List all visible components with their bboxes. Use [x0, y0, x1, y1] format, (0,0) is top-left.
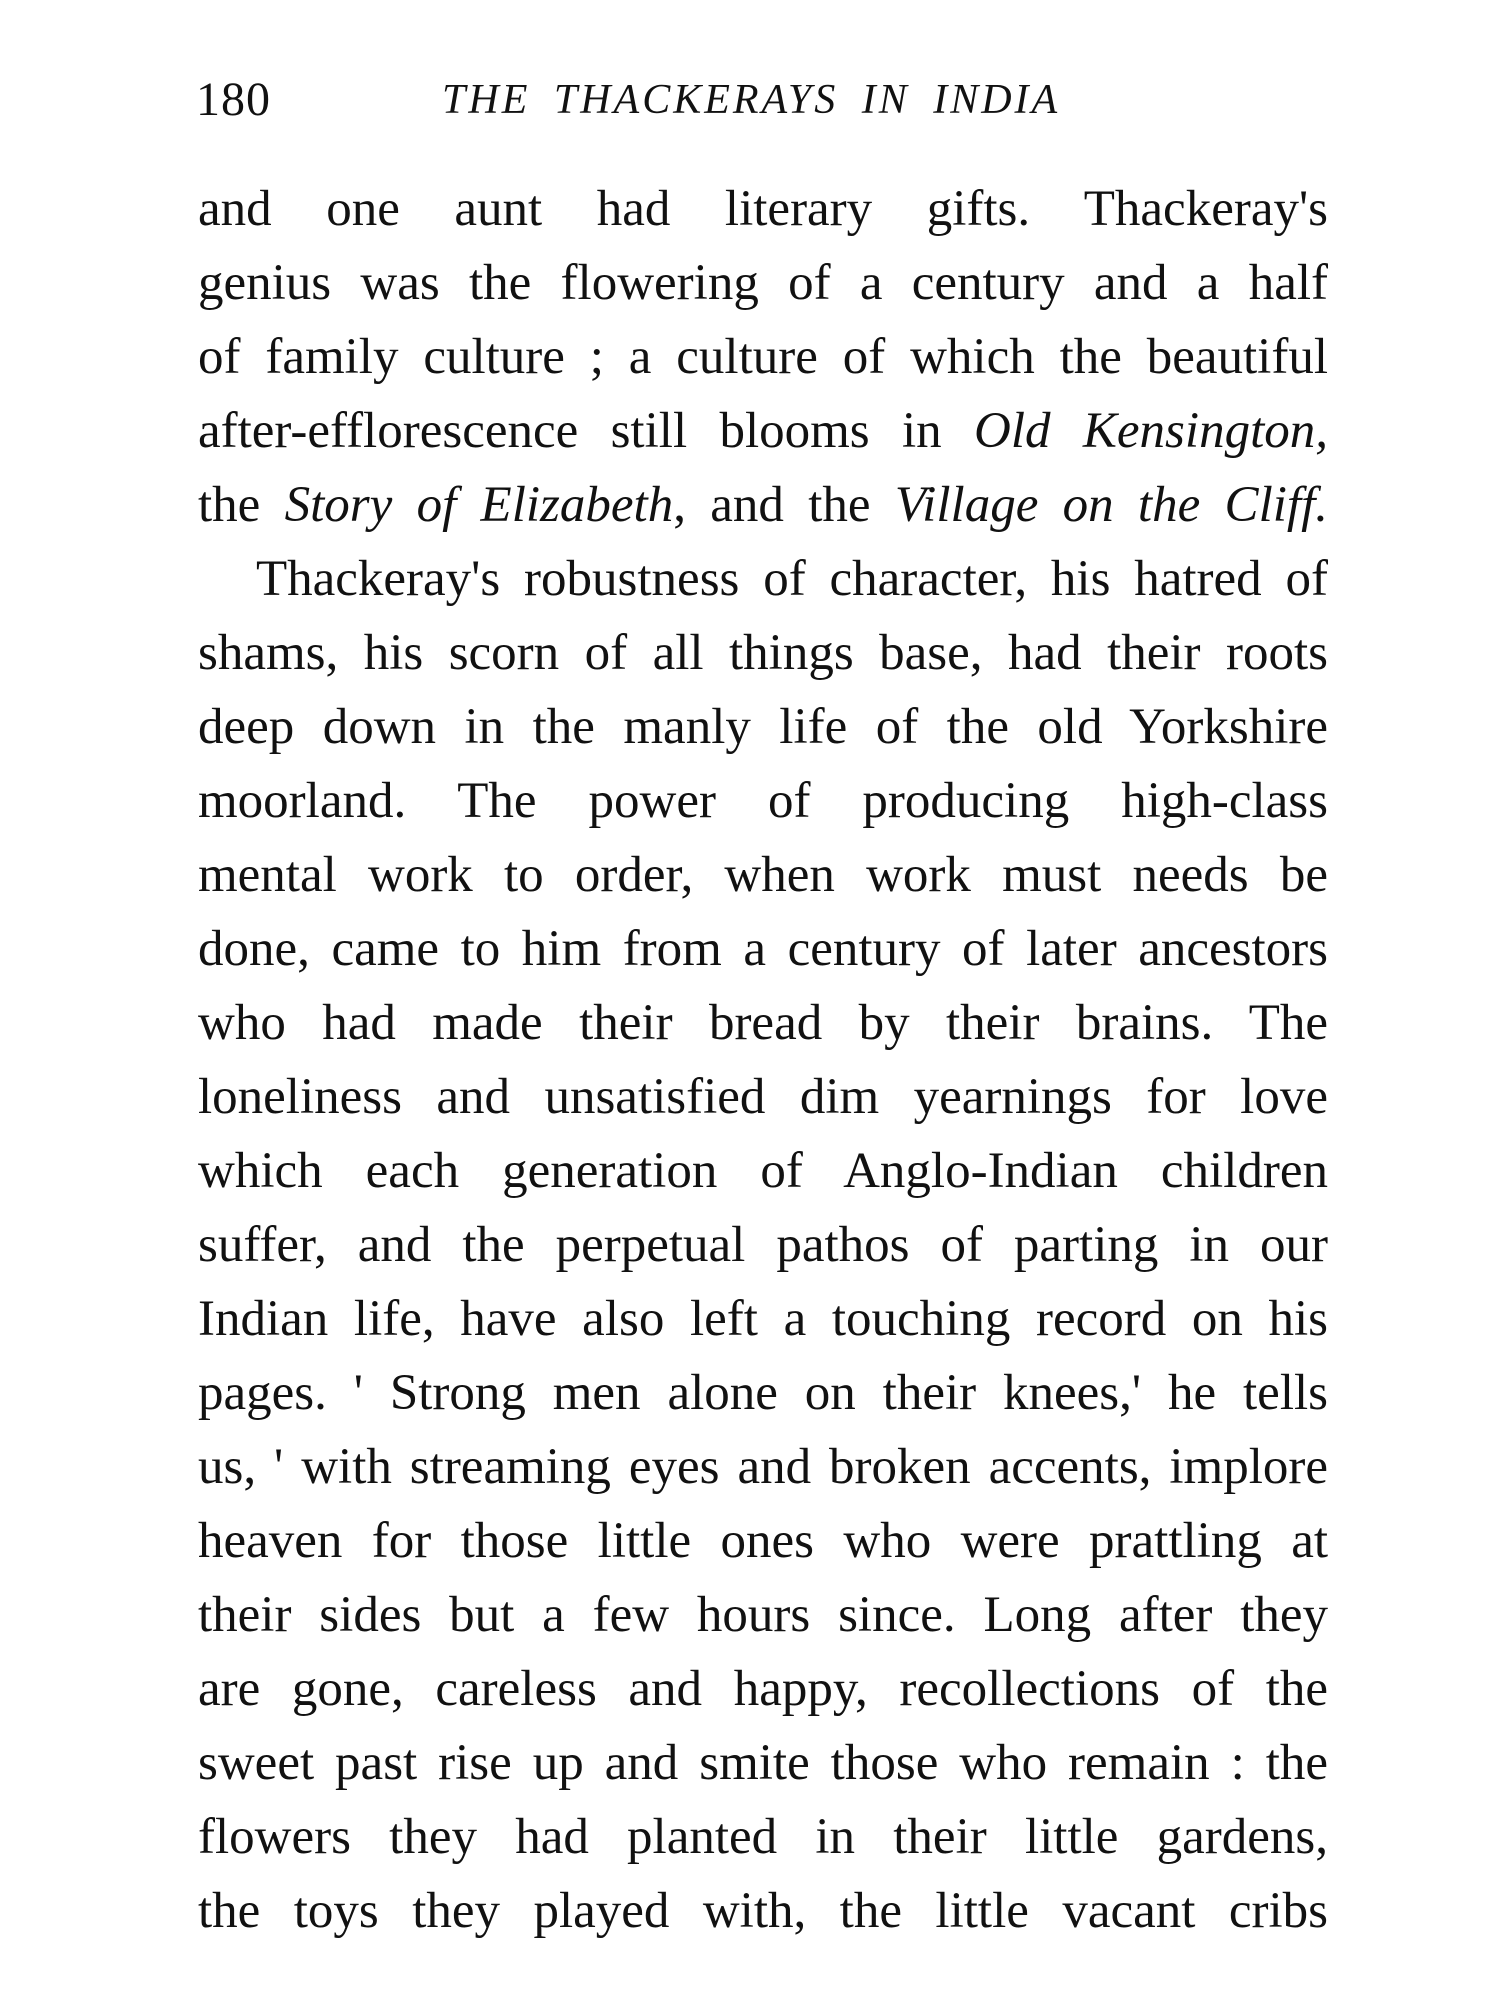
text-line-10: mental work to order, when work must needs be: [198, 847, 1328, 903]
book-title-old-kensington: Old Kensington,: [974, 403, 1328, 459]
book-title-story-of-elizabeth: Story of Elizabeth: [284, 477, 674, 533]
book-title-village-on-the-cliff: Village on the Cliff.: [894, 477, 1328, 533]
text-line-17: pages. ' Strong men alone on their knees,' he tells: [198, 1365, 1328, 1421]
text-line-4: [198, 394, 1328, 468]
text-line-13: loneliness and unsatisfied dim yearnings for love: [198, 1069, 1328, 1125]
text-line-23: flowers they had planted in their little gardens,: [198, 1809, 1328, 1865]
text-line-7: shams, his scorn of all things base, had their roots: [198, 625, 1328, 681]
text-line-15: suffer, and the perpetual pathos of parting in our: [198, 1217, 1328, 1273]
text-line-14: which each generation of Anglo-Indian children: [198, 1143, 1328, 1199]
text-line-19: heaven for those little ones who were prattling at: [198, 1513, 1328, 1569]
text-line-22: sweet past rise up and smite those who remain : the: [198, 1735, 1328, 1791]
text-line-5-roman-middle: , and the: [673, 477, 895, 533]
running-header: [196, 60, 1346, 140]
text-line-24: the toys they played with, the little vacant cribs: [198, 1883, 1328, 1939]
text-line-18: us, ' with streaming eyes and broken accents, implore: [198, 1439, 1328, 1495]
text-line-21: are gone, careless and happy, recollections of the: [198, 1661, 1328, 1717]
text-line-12: who had made their bread by their brains. The: [198, 995, 1328, 1051]
text-line-5: [198, 468, 1328, 542]
body-text: [198, 172, 1328, 1948]
text-line-1: and one aunt had literary gifts. Thackeray's: [198, 181, 1328, 237]
text-line-11: done, came to him from a century of later ancestors: [198, 921, 1328, 977]
text-line-16: Indian life, have also left a touching record on his: [198, 1291, 1328, 1347]
text-line-2: genius was the flowering of a century and a half: [198, 255, 1328, 311]
text-line-4-roman: after-efflorescence still blooms in: [198, 403, 975, 459]
text-line-5-roman-start: the: [198, 477, 285, 533]
text-line-20: their sides but a few hours since. Long after they: [198, 1587, 1328, 1643]
text-line-6: Thackeray's robustness of character, his hatred of: [256, 551, 1328, 607]
text-line-8: deep down in the manly life of the old Yorkshire: [198, 699, 1328, 755]
page-number: 180: [196, 73, 271, 126]
text-line-9: moorland. The power of producing high-class: [198, 773, 1328, 829]
running-title: THE THACKERAYS IN INDIA: [442, 77, 1061, 123]
text-line-3: of family culture ; a culture of which the beautiful: [198, 329, 1328, 385]
